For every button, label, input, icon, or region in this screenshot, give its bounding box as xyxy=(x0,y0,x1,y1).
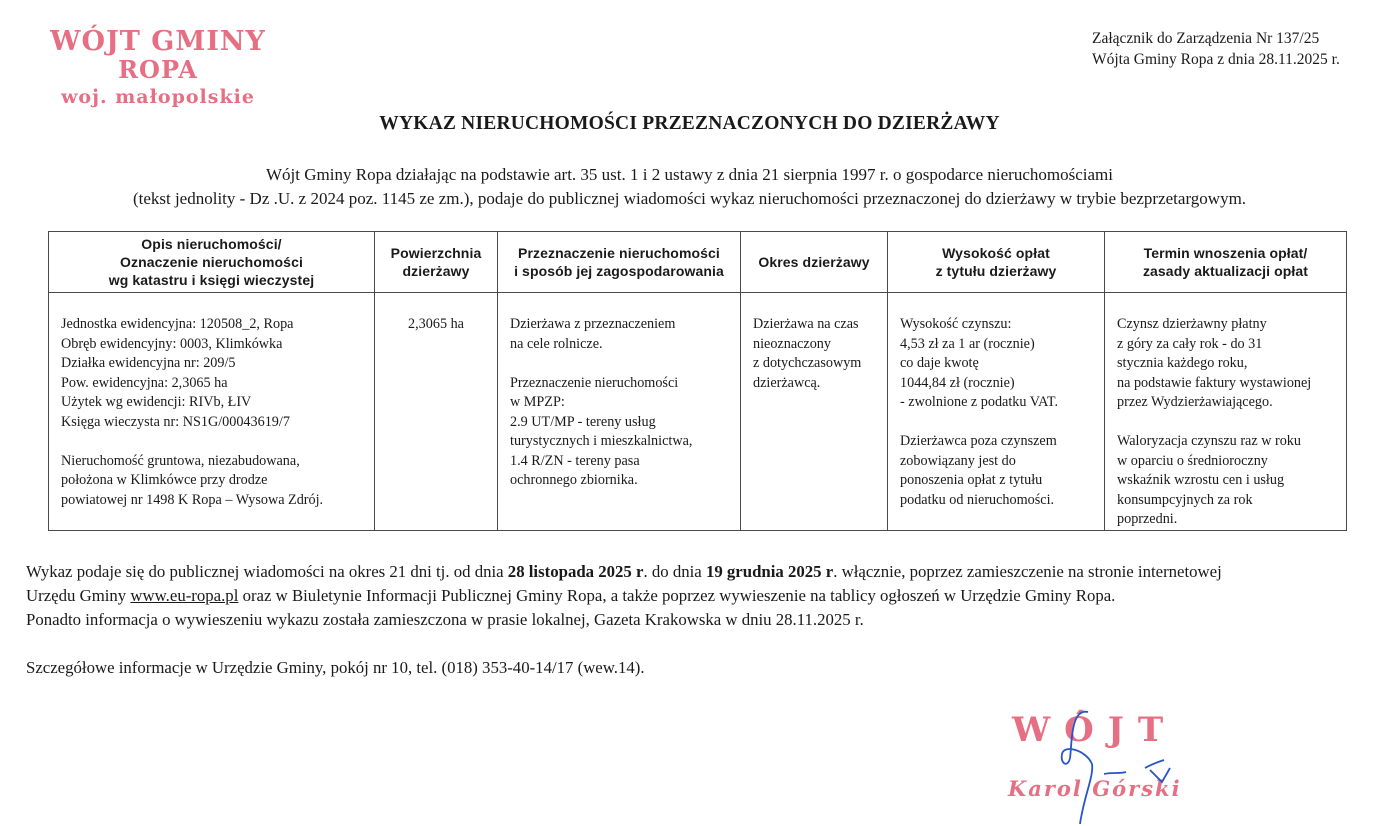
cell-area xyxy=(375,293,498,531)
cell-line: Księga wieczysta nr: NS1G/00043619/7 xyxy=(61,413,290,430)
cell-line: - zwolnione z podatku VAT. xyxy=(900,394,1059,410)
intro-line-1: Wójt Gminy Ropa działając na podstawie art. 35 ust. 1 i 2 ustawy z dnia 21 sierpnia 1997 r. o gospodarce nieruchomościami xyxy=(266,165,1113,184)
end-date: 19 grudnia 2025 r xyxy=(705,562,834,581)
cell-line: 2.9 UT/MP - tereny usług xyxy=(510,413,656,430)
table-row xyxy=(49,293,1347,531)
annex-line-1: Załącznik do Zarządzenia Nr 137/25 xyxy=(1092,30,1320,47)
notice-text: oraz w Biuletynie Informacji Publicznej Gminy Ropa, a także poprzez wywieszenie na tablicy ogłoszeń w Urzędzie Gminy Ropa. xyxy=(238,586,1116,605)
cell-line: zobowiązany jest do xyxy=(900,452,1016,469)
intro-paragraph xyxy=(0,163,1379,211)
notice-text: Wykaz podaje się do publicznej wiadomości na okres 21 dni tj. od dnia xyxy=(26,562,508,581)
cell-line: wskaźnik wzrostu cen i usług xyxy=(1117,472,1285,488)
website-link[interactable]: www.eu-ropa.pl xyxy=(130,586,239,605)
spacer xyxy=(1117,413,1338,433)
header-text: dzierżawy xyxy=(402,263,470,279)
notice-line-1 xyxy=(26,560,1222,584)
cell-fees xyxy=(888,293,1105,531)
cell-line: położona w Klimkówce przy drodze xyxy=(61,472,268,488)
cell-line: 1.4 R/ZN - tereny pasa xyxy=(510,452,640,469)
cell-line: turystycznych i mieszkalnictwa, xyxy=(510,433,693,449)
cell-line: na cele rolnicze. xyxy=(510,335,603,352)
signature-stamp xyxy=(1000,706,1210,821)
area-value: 2,3065 ha xyxy=(408,316,464,332)
cell-line: Użytek wg ewidencji: RIVb, ŁIV xyxy=(61,394,252,410)
cell-line: stycznia każdego roku, xyxy=(1117,355,1248,371)
stamp-line-1: WÓJT GMINY xyxy=(50,26,266,57)
cell-description xyxy=(49,293,375,531)
annex-line-2: Wójta Gminy Ropa z dnia 28.11.2025 r. xyxy=(1092,51,1340,68)
cell-line: na podstawie faktury wystawionej xyxy=(1117,374,1312,391)
cell-line: z dotychczasowym xyxy=(753,355,862,371)
cell-line: w MPZP: xyxy=(510,394,565,410)
signature-stroke xyxy=(1104,772,1126,774)
cell-line: podatku od nieruchomości. xyxy=(900,491,1055,508)
cell-line: Pow. ewidencyjna: 2,3065 ha xyxy=(61,374,228,391)
stamp-line-3: woj. małopolskie xyxy=(61,86,255,108)
start-date: 28 listopada 2025 r xyxy=(507,562,644,581)
header-period xyxy=(741,232,888,293)
cell-line: Jednostka ewidencyjna: 120508_2, Ropa xyxy=(61,316,294,332)
header-text: z tytułu dzierżawy xyxy=(935,263,1057,279)
header-text: Wysokość opłat xyxy=(942,245,1050,261)
cell-line: Czynsz dzierżawny płatny xyxy=(1117,316,1267,332)
notice-text: Urzędu Gminy xyxy=(26,586,131,605)
cell-line: konsumpcyjnych za rok xyxy=(1117,491,1253,508)
header-text: Opis nieruchomości/ xyxy=(141,236,282,252)
cell-line: poprzedni. xyxy=(1117,511,1178,527)
property-table xyxy=(48,231,1347,531)
notice-text: . do dnia xyxy=(643,562,706,581)
cell-terms xyxy=(1105,293,1347,531)
cell-line: ochronnego zbiornika. xyxy=(510,472,638,488)
header-text: Powierzchnia xyxy=(390,245,482,261)
cell-line: nieoznaczony xyxy=(753,335,831,352)
cell-line: powiatowej nr 1498 K Ropa – Wysowa Zdrój. xyxy=(61,491,324,508)
cell-line: w oparciu o średnioroczny xyxy=(1117,452,1268,469)
spacer xyxy=(900,413,1096,433)
notice-line-2 xyxy=(26,584,1222,608)
stamp-name: Karol Górski xyxy=(1008,776,1182,801)
cell-line: Przeznaczenie nieruchomości xyxy=(510,374,679,391)
header-description xyxy=(49,232,375,293)
header-text: wg katastru i księgi wieczystej xyxy=(108,272,315,288)
cell-line: ponoszenia opłat z tytułu xyxy=(900,472,1043,488)
cell-line: Nieruchomość gruntowa, niezabudowana, xyxy=(61,452,300,469)
header-purpose xyxy=(498,232,741,293)
cell-period xyxy=(741,293,888,531)
cell-line: 4,53 zł za 1 ar (rocznie) xyxy=(900,335,1035,352)
header-area xyxy=(375,232,498,293)
cell-line: Dzierżawa z przeznaczeniem xyxy=(510,316,676,332)
cell-line: Działka ewidencyjna nr: 209/5 xyxy=(61,355,236,371)
notice-text: . włącznie, poprzez zamieszczenie na stronie internetowej xyxy=(833,562,1222,581)
header-terms xyxy=(1105,232,1347,293)
header-text: Oznaczenie nieruchomości xyxy=(120,254,303,270)
header-text: Przeznaczenie nieruchomości xyxy=(518,245,720,261)
cell-line: Dzierżawca poza czynszem xyxy=(900,433,1057,449)
cell-line: Obręb ewidencyjny: 0003, Klimkówka xyxy=(61,335,283,352)
notice-line-3: Ponadto informacja o wywieszeniu wykazu została zamieszczona w prasie lokalnej, Gazeta Krakowska w dniu 28.11.2025 r. xyxy=(26,610,864,629)
signature-stroke xyxy=(1145,760,1170,782)
handwritten-signature xyxy=(1000,706,1210,826)
header-text: Okres dzierżawy xyxy=(758,254,870,270)
signature-stroke xyxy=(1062,712,1093,824)
header-text: Termin wnoszenia opłat/ xyxy=(1143,245,1308,261)
header-fees xyxy=(888,232,1105,293)
municipality-stamp xyxy=(38,26,278,111)
annex-reference xyxy=(1092,28,1340,70)
header-text: zasady aktualizacji opłat xyxy=(1142,263,1309,279)
cell-purpose xyxy=(498,293,741,531)
spacer xyxy=(510,354,732,374)
stamp-line-2: ROPA xyxy=(118,55,198,84)
header-text: i sposób jej zagospodarowania xyxy=(514,263,724,279)
cell-line: 1044,84 zł (rocznie) xyxy=(900,374,1015,391)
contact-info: Szczegółowe informacje w Urzędzie Gminy, pokój nr 10, tel. (018) 353-40-14/17 (wew.14). xyxy=(26,658,645,677)
table-header-row xyxy=(49,232,1347,293)
document-title: WYKAZ NIERUCHOMOŚCI PRZEZNACZONYCH DO DZIERŻAWY xyxy=(379,113,1000,134)
intro-line-2: (tekst jednolity - Dz .U. z 2024 poz. 1145 ze zm.), podaje do publicznej wiadomości wykaz nieruchomości przeznaczonej do dzierżawy w trybie bezprzetargowym. xyxy=(132,189,1247,208)
cell-line: z góry za cały rok - do 31 xyxy=(1117,335,1263,352)
cell-line: Waloryzacja czynszu raz w roku xyxy=(1117,433,1301,449)
stamp-title: WÓJT xyxy=(1012,710,1178,750)
cell-line: Dzierżawa na czas xyxy=(753,316,859,332)
publication-notice xyxy=(26,560,1222,632)
cell-line: przez Wydzierżawiającego. xyxy=(1117,394,1273,410)
spacer xyxy=(61,432,366,452)
cell-line: dzierżawcą. xyxy=(753,374,821,391)
cell-line: Wysokość czynszu: xyxy=(900,316,1012,332)
cell-line: co daje kwotę xyxy=(900,355,979,371)
